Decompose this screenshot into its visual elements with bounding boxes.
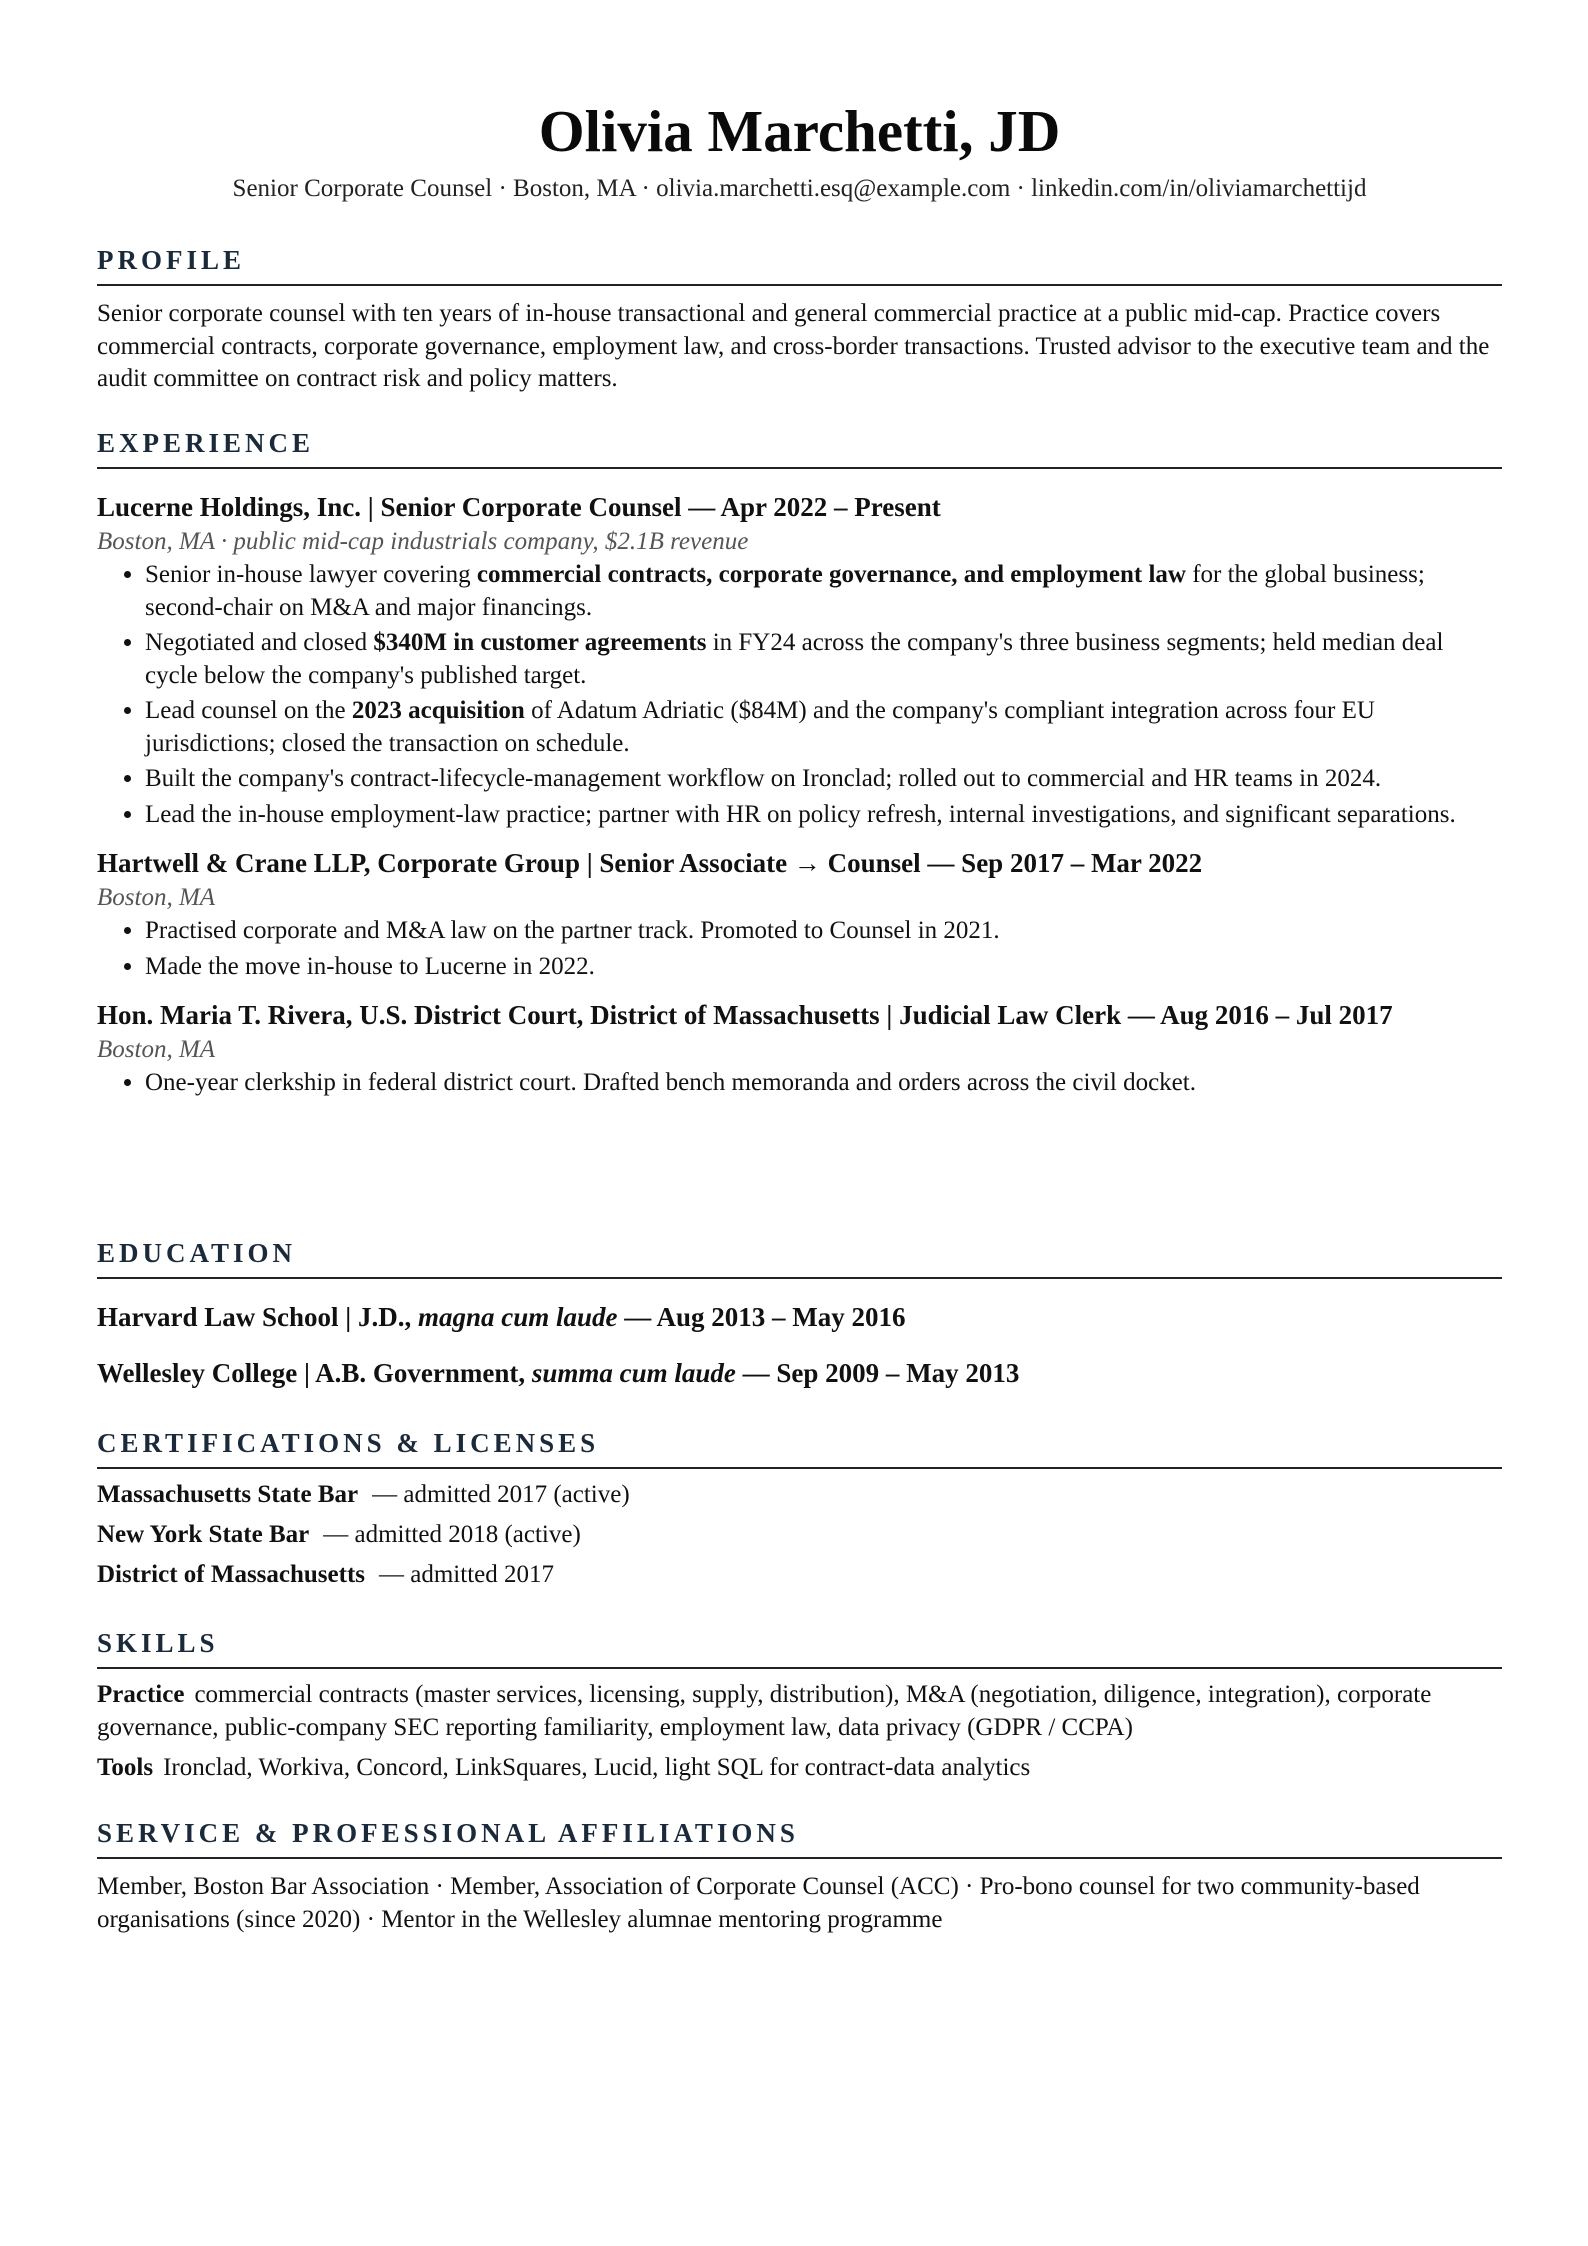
job-bullet: • Practised corporate and M&A law on the partner track. Promoted to Counsel in 2021. — [145, 915, 1502, 948]
jobs-list — [97, 489, 1502, 1100]
job-bullets — [97, 915, 1502, 983]
education-section — [97, 1236, 1502, 1411]
skills-list — [97, 1679, 1502, 1785]
job-title: Hartwell & Crane LLP, Corporate Group | Senior Associate → Counsel — Sep 2017 – Mar 2022 — [97, 848, 1203, 878]
certifications-list — [97, 1475, 1502, 1595]
service-section — [97, 1816, 1502, 1936]
job-bullet: • Lead counsel on the 2023 acquisition of Adatum Adriatic ($84M) and the company's compliant integration across four EU jurisdictions; closed the transaction on schedule. — [145, 695, 1502, 760]
job-bullet: • Negotiated and closed $340M in customer agreements in FY24 across the company's three business segments; held median deal cycle below the company's published target. — [145, 627, 1502, 692]
job-title: Hon. Maria T. Rivera, U.S. District Court, District of Massachusetts | Judicial Law Clerk — Aug 2016 – Jul 2017 — [97, 1000, 1393, 1030]
job-bullet: • Senior in-house lawyer covering commercial contracts, corporate governance, and employment law for the global business; second-chair on M&A and major financings. — [145, 559, 1502, 624]
experience-heading: EXPERIENCE — [97, 426, 1502, 469]
service-heading: SERVICE & PROFESSIONAL AFFILIATIONS — [97, 1816, 1502, 1859]
education-entry: Harvard Law School | J.D., magna cum laude — Aug 2013 – May 2016 — [97, 1302, 906, 1332]
job-location: Boston, MA — [97, 1036, 216, 1063]
job-bullet: • Built the company's contract-lifecycle-management workflow on Ironclad; rolled out to commercial and HR teams in 2024. — [145, 763, 1502, 796]
education-list — [97, 1299, 1502, 1391]
job-location: Boston, MA — [97, 884, 216, 911]
certification-entry: New York State Bar — admitted 2018 (active) — [97, 1521, 581, 1548]
job-bullets — [97, 1067, 1502, 1100]
profile-heading: PROFILE — [97, 243, 1502, 286]
job-entry — [97, 489, 1502, 831]
certifications-section — [97, 1426, 1502, 1595]
certification-entry: Massachusetts State Bar — admitted 2017 (active) — [97, 1481, 630, 1508]
skill-entry: Practice commercial contracts (master services, licensing, supply, distribution), M&A (negotiation, diligence, integration), corporate governance, public-company SEC reporting familiarity, employment law, data privacy (GDPR / CCPA) — [97, 1681, 1432, 1741]
certifications-heading: CERTIFICATIONS & LICENSES — [97, 1426, 1502, 1469]
service-text: Member, Boston Bar Association · Member, Association of Corporate Counsel (ACC) · Pro-bono counsel for two community-based organisations (since 2020) · Mentor in the Wellesley alumnae mentoring programme — [97, 1873, 1420, 1933]
education-entry: Wellesley College | A.B. Government, summa cum laude — Sep 2009 – May 2013 — [97, 1358, 1020, 1388]
job-bullets — [97, 559, 1502, 831]
profile-section — [97, 243, 1502, 396]
job-title: Lucerne Holdings, Inc. | Senior Corporate Counsel — Apr 2022 – Present — [97, 492, 941, 522]
education-heading: EDUCATION — [97, 1236, 1502, 1279]
skills-section — [97, 1626, 1502, 1793]
certification-entry: District of Massachusetts — admitted 2017 — [97, 1561, 554, 1588]
job-bullet: • Made the move in-house to Lucerne in 2022. — [145, 951, 1502, 984]
job-entry — [97, 845, 1502, 983]
skill-entry: Tools Ironclad, Workiva, Concord, LinkSquares, Lucid, light SQL for contract-data analytics — [97, 1754, 1031, 1781]
skills-heading: SKILLS — [97, 1626, 1502, 1669]
contact-line: Senior Corporate Counsel · Boston, MA · olivia.marchetti.esq@example.com · linkedin.com/in/oliviamarchettijd — [232, 175, 1367, 202]
job-entry — [97, 997, 1502, 1100]
job-bullet: • Lead the in-house employment-law practice; partner with HR on policy refresh, internal investigations, and significant separations. — [145, 799, 1502, 832]
job-location: Boston, MA · public mid-cap industrials company, $2.1B revenue — [97, 528, 749, 555]
profile-text: Senior corporate counsel with ten years of in-house transactional and general commercial practice at a public mid-cap. Practice covers commercial contracts, corporate governance, employment law, and cross-border transactions. Trusted advisor to the executive team and the audit committee on contract risk and policy matters. — [97, 300, 1490, 392]
experience-section — [97, 426, 1502, 1103]
candidate-name: Olivia Marchetti, JD — [538, 98, 1061, 164]
job-bullet: • One-year clerkship in federal district court. Drafted bench memoranda and orders across the civil docket. — [145, 1067, 1502, 1100]
